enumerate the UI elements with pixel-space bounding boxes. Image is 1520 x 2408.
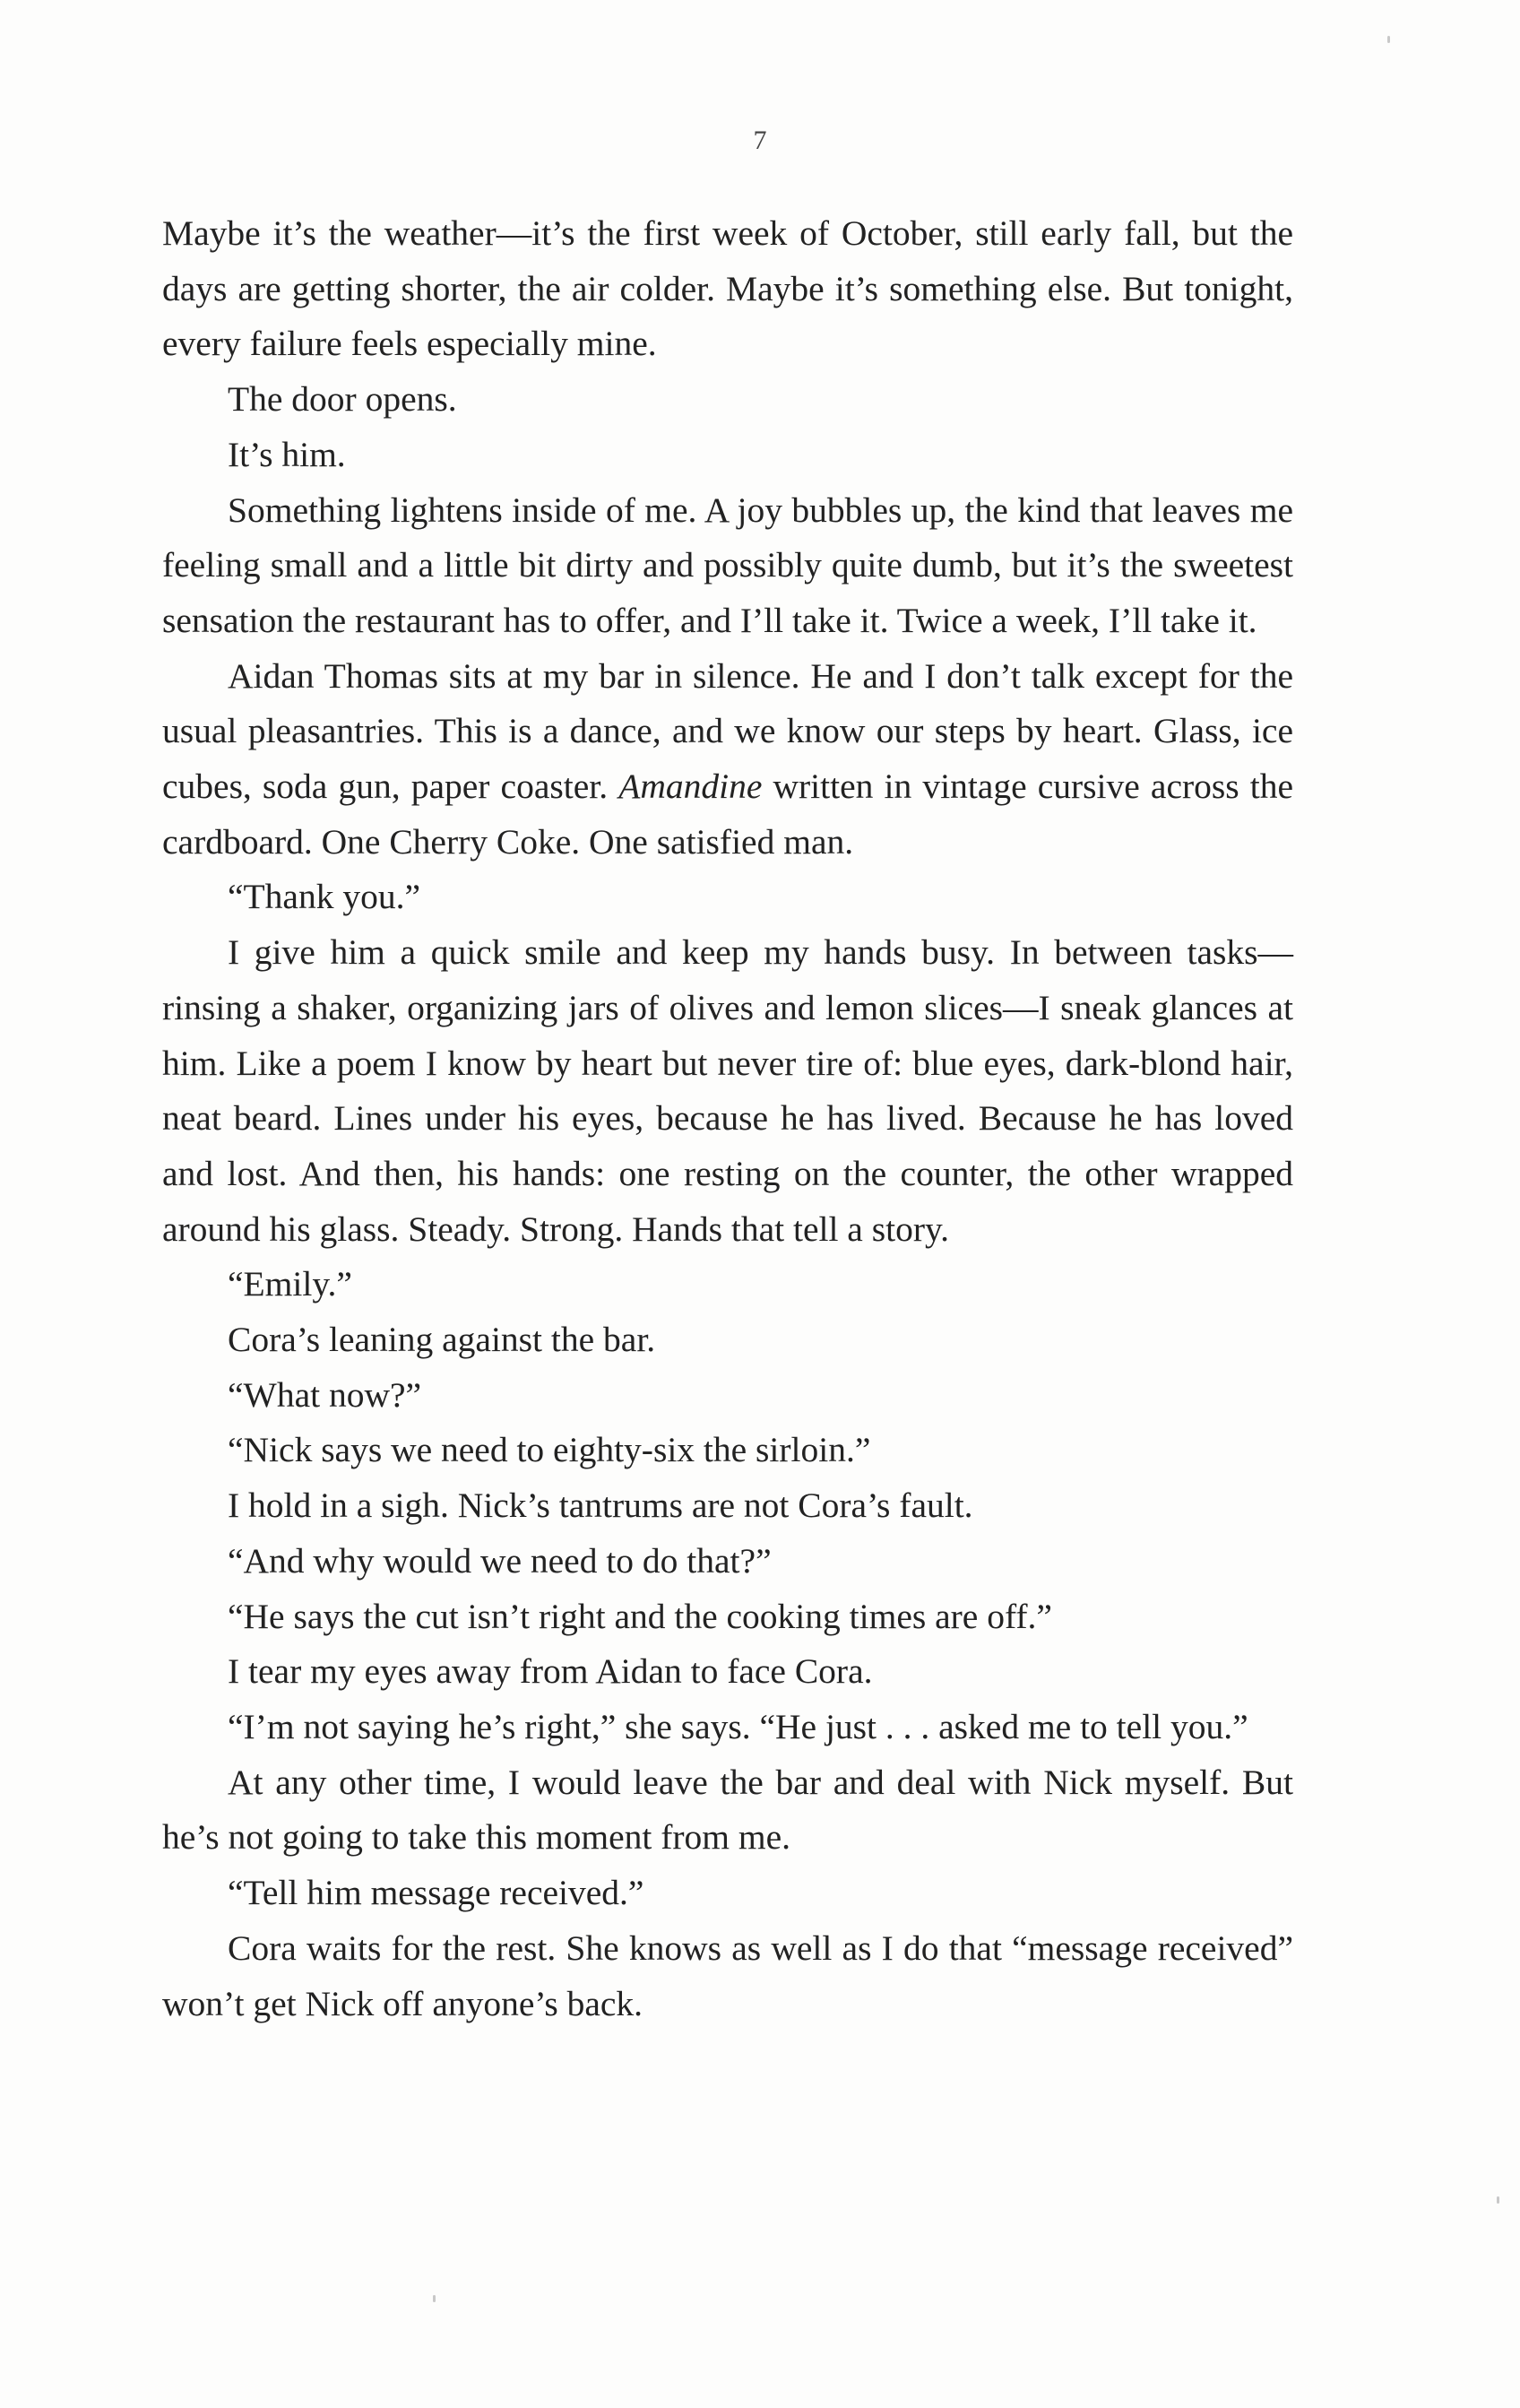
- paragraph-text: Something lightens inside of me. A joy bubbles up, the kind that leaves me feeling small and a little bit dirty and possibly quite dumb, but it’s the sweetest sensation the restaurant has to offer, and I’ll take it. Twice a week, I’ll take it.: [162, 489, 1293, 640]
- paragraph-text: At any other time, I would leave the bar and deal with Nick myself. But he’s not going to take this moment from me.: [162, 1762, 1293, 1858]
- scan-speck: [1497, 2196, 1499, 2204]
- paragraph: [162, 649, 1293, 871]
- paragraph-text: “And why would we need to do that?”: [228, 1540, 772, 1581]
- paragraph-text: “What now?”: [228, 1374, 422, 1415]
- scan-speck: [1387, 36, 1390, 43]
- paragraph: [162, 483, 1293, 649]
- paragraph: [162, 1866, 1293, 1921]
- paragraph-text: I give him a quick smile and keep my hands busy. In between tasks—rinsing a shaker, organizing jars of olives and lemon slices—I sneak glances at him. Like a poem I know by heart but never tire of: blue eyes, dark-blond hair, neat beard. Lines under his eyes, because he has lived. Because he has loved and lost. And then, his hands: one resting on the counter, the other wrapped around his glass. Steady. Strong. Hands that tell a story.: [162, 932, 1293, 1249]
- paragraph: [162, 925, 1293, 1257]
- paragraph-text: “Nick says we need to eighty-six the sirloin.”: [228, 1430, 871, 1470]
- paragraph: [162, 1312, 1293, 1368]
- paragraph-text: “He says the cut isn’t right and the cooking times are off.”: [228, 1596, 1052, 1636]
- paragraph-text: It’s him.: [228, 434, 346, 474]
- paragraph: [162, 1423, 1293, 1478]
- paragraph-text: Cora’s leaning against the bar.: [228, 1320, 656, 1360]
- body-text: [162, 206, 1293, 2031]
- paragraph-text: Cora waits for the rest. She knows as well as I do that “message received” won’t get Nick off anyone’s back.: [162, 1927, 1293, 2023]
- paragraph: [162, 1921, 1293, 2031]
- page-number: 7: [753, 126, 767, 155]
- paragraph-text: I tear my eyes away from Aidan to face Cora.: [228, 1651, 873, 1692]
- paragraph: [162, 870, 1293, 925]
- paragraph: [162, 1700, 1293, 1755]
- paragraph: [162, 1478, 1293, 1534]
- paragraph-text: “Emily.”: [228, 1264, 352, 1304]
- scan-speck: [433, 2295, 436, 2302]
- paragraph-text: Aidan Thomas sits at my bar in silence. He and I don’t talk except for the usual pleasantries. This is a dance, and we know our steps by heart. Glass, ice cubes, soda gun, paper coaster.: [162, 655, 1293, 807]
- paragraph-text: “Tell him message received.”: [228, 1873, 644, 1913]
- paragraph-text: “I’m not saying he’s right,” she says. “He just . . . asked me to tell you.”: [228, 1706, 1248, 1746]
- paragraph: [162, 428, 1293, 483]
- paragraph-text: I hold in a sigh. Nick’s tantrums are not Cora’s fault.: [228, 1486, 973, 1526]
- paragraph-text: The door opens.: [228, 379, 457, 420]
- paragraph: [162, 1257, 1293, 1312]
- paragraph-text: “Thank you.”: [228, 877, 420, 917]
- paragraph: [162, 1368, 1293, 1424]
- paragraph: [162, 1644, 1293, 1700]
- paragraph: [162, 372, 1293, 428]
- paragraph-text: written in vintage cursive across the cardboard. One Cherry Coke. One satisfied man.: [162, 767, 1293, 862]
- paragraph: [162, 1534, 1293, 1589]
- paragraph-text: Maybe it’s the weather—it’s the first week of October, still early fall, but the days are getting shorter, the air colder. Maybe it’s something else. But tonight, every failure feels especially mine.: [162, 213, 1293, 364]
- paragraph: [162, 1755, 1293, 1866]
- paragraph: [162, 1589, 1293, 1645]
- italic-text: Amandine: [618, 767, 763, 807]
- paragraph: [162, 206, 1293, 372]
